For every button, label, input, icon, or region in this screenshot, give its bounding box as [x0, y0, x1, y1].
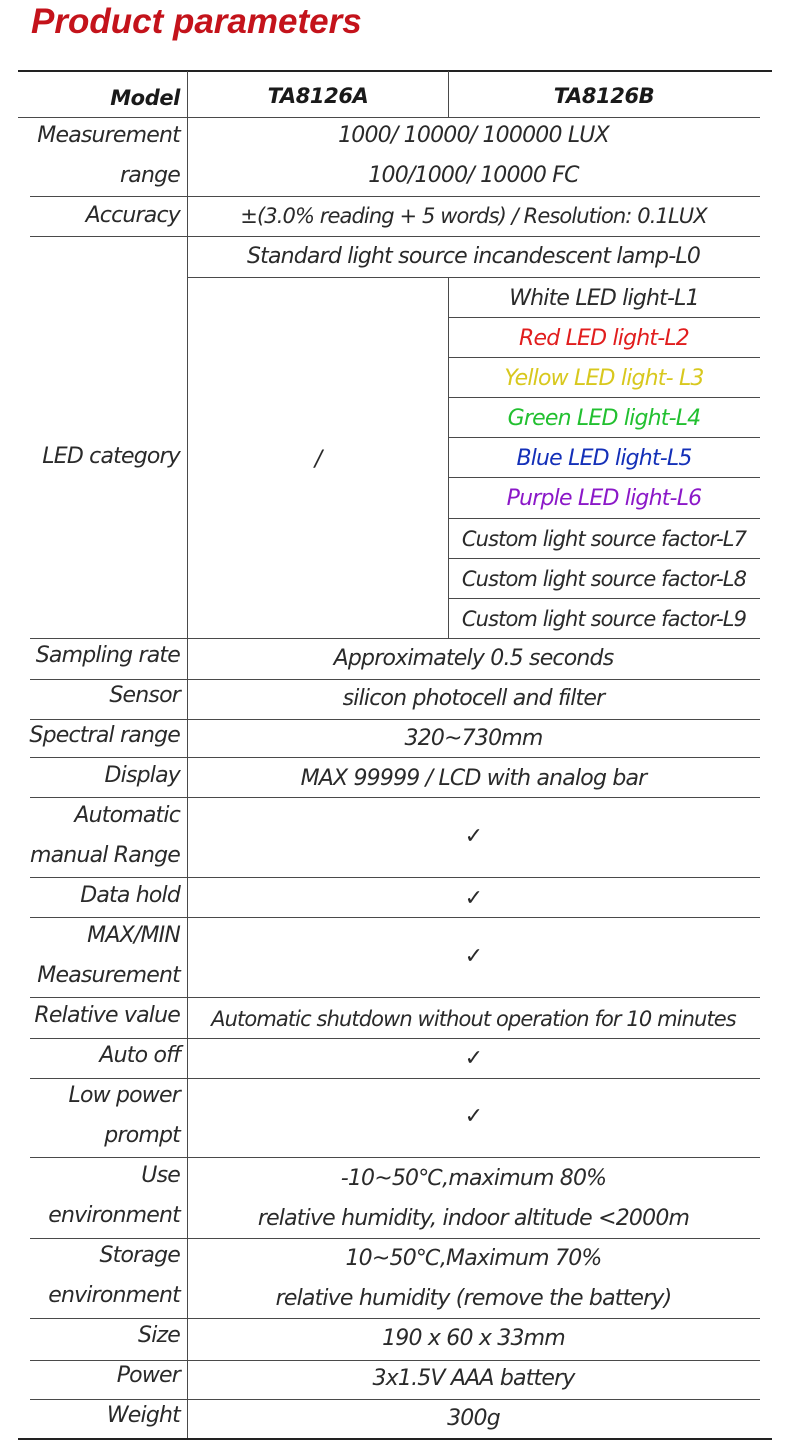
check-mark: ✓: [464, 1046, 483, 1071]
value-weight: 300g: [447, 1406, 500, 1431]
led-item: White LED light-L1: [509, 286, 699, 311]
check-mark: ✓: [464, 1104, 483, 1129]
label-sensor: Sensor: [109, 683, 180, 708]
row-divider: [188, 277, 760, 278]
label-max-min-2: Measurement: [37, 963, 180, 988]
value-use-env-2: relative humidity, indoor altitude <2000m: [257, 1206, 690, 1231]
value-led-model-a: /: [314, 447, 322, 472]
label-power: Power: [116, 1363, 180, 1388]
label-data-hold: Data hold: [80, 883, 180, 908]
label-accuracy: Accuracy: [85, 203, 180, 228]
value-storage-env-1: 10~50℃,Maximum 70%: [345, 1246, 602, 1271]
label-display: Display: [104, 763, 180, 788]
value-measurement-range-lux: 1000/ 10000/ 100000 LUX: [338, 123, 609, 148]
label-use-env-1: Use: [141, 1163, 180, 1188]
label-measurement-range-1: Measurement: [37, 123, 180, 148]
value-measurement-range-fc: 100/1000/ 10000 FC: [368, 163, 579, 188]
value-sensor: silicon photocell and filter: [342, 686, 605, 711]
label-max-min-1: MAX/MIN: [87, 923, 180, 948]
value-display: MAX 99999 / LCD with analog bar: [300, 766, 647, 791]
led-item: Custom light source factor-L8: [461, 567, 747, 591]
header-label-model: Model: [110, 86, 180, 110]
label-led-category: LED category: [42, 444, 180, 469]
value-sampling-rate: Approximately 0.5 seconds: [333, 646, 614, 671]
led-item: Custom light source factor-L7: [461, 527, 747, 551]
label-low-power-2: prompt: [104, 1123, 180, 1148]
label-use-env-2: environment: [48, 1203, 180, 1228]
led-item: Red LED light-L2: [518, 326, 690, 351]
label-auto-off: Auto off: [99, 1043, 180, 1068]
check-mark: ✓: [464, 886, 483, 911]
label-size: Size: [138, 1323, 180, 1348]
label-measurement-range-2: range: [120, 163, 180, 188]
value-spectral-range: 320~730mm: [404, 726, 543, 751]
page-title: Product parameters: [31, 2, 362, 41]
row-divider: [30, 1157, 760, 1158]
check-mark: ✓: [464, 944, 483, 969]
led-item: Blue LED light-L5: [516, 446, 692, 471]
label-relative-value: Relative value: [34, 1003, 180, 1028]
led-item: Yellow LED light- L3: [504, 366, 704, 391]
label-spectral-range: Spectral range: [29, 723, 180, 748]
led-item: Custom light source factor-L9: [461, 607, 747, 631]
value-led-standard-source: Standard light source incandescent lamp-L0: [246, 244, 701, 269]
value-relative-value: Automatic shutdown without operation for 10 minutes: [211, 1007, 736, 1031]
value-size: 190 x 60 x 33mm: [382, 1326, 565, 1351]
value-storage-env-2: relative humidity (remove the battery): [275, 1286, 672, 1311]
header-model-b: TA8126B: [553, 84, 655, 108]
value-power: 3x1.5V AAA battery: [372, 1366, 575, 1391]
label-storage-env-1: Storage: [99, 1243, 180, 1268]
header-model-a: TA8126A: [267, 84, 369, 108]
value-use-env-1: -10~50℃,maximum 80%: [340, 1166, 607, 1191]
label-low-power-1: Low power: [68, 1083, 180, 1108]
table-top-border: [18, 70, 772, 72]
led-item: Green LED light-L4: [507, 406, 701, 431]
label-auto-manual-range-1: Automatic: [74, 803, 180, 828]
check-mark: ✓: [464, 824, 483, 849]
label-sampling-rate: Sampling rate: [35, 643, 180, 668]
value-accuracy: ±(3.0% reading + 5 words) / Resolution: 0.1LUX: [240, 204, 707, 228]
label-weight: Weight: [106, 1403, 180, 1428]
label-storage-env-2: environment: [48, 1283, 180, 1308]
label-auto-manual-range-2: manual Range: [30, 843, 180, 868]
led-item: Purple LED light-L6: [506, 486, 702, 511]
